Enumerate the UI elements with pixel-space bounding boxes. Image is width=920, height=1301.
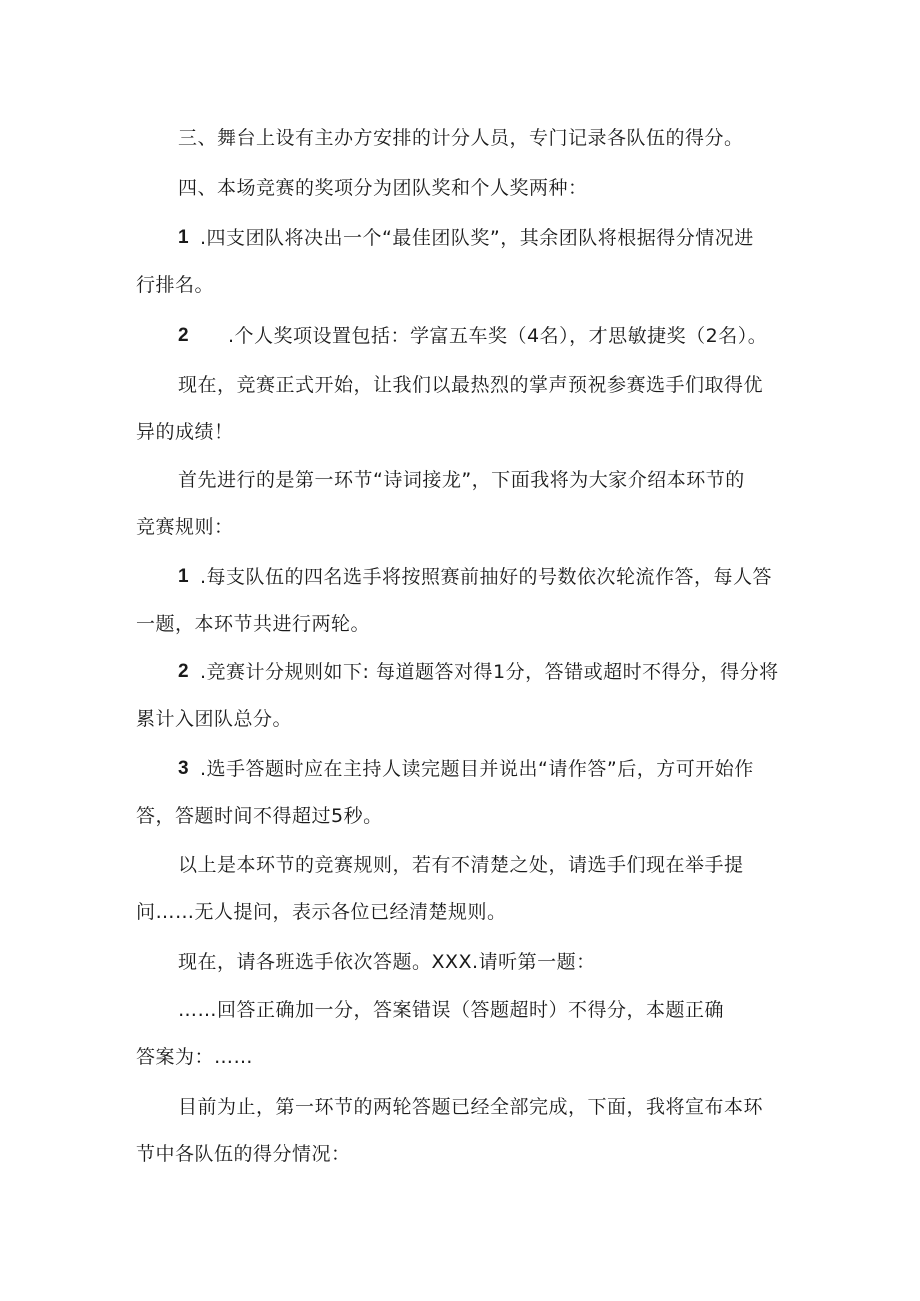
paragraph-line: 首先进行的是第一环节“诗词接龙”，下面我将为大家介绍本环节的 xyxy=(178,469,745,491)
list-number: 2 xyxy=(178,661,190,682)
paragraph-line: 答，答题时间不得超过5秒。 xyxy=(136,805,383,827)
paragraph-line: 四、本场竞赛的奖项分为团队奖和个人奖两种： xyxy=(178,177,588,199)
paragraph-line: 一题，本环节共进行两轮。 xyxy=(136,613,371,635)
paragraph-line: .四支团队将决出一个“最佳团队奖”，其余团队将根据得分情况进 xyxy=(200,227,754,249)
paragraph-line: 行排名。 xyxy=(136,274,215,296)
paragraph-line: ……回答正确加一分，答案错误（答题超时）不得分，本题正确 xyxy=(178,999,725,1021)
paragraph-line: 答案为：…… xyxy=(136,1046,254,1068)
paragraph-line: 三、舞台上设有主办方安排的计分人员，专门记录各队伍的得分。 xyxy=(178,127,744,149)
paragraph-line: 现在，竞赛正式开始，让我们以最热烈的掌声预祝参赛选手们取得优 xyxy=(178,374,764,396)
paragraph-line: 问……无人提问，表示各位已经清楚规则。 xyxy=(136,901,507,923)
paragraph-line: .个人奖项设置包括：学富五车奖（4名），才思敏捷奖（2名）。 xyxy=(228,325,768,347)
paragraph-line: .竞赛计分规则如下: 每道题答对得1分，答错或超时不得分，得分将 xyxy=(200,661,779,683)
list-number: 1 xyxy=(178,227,190,248)
list-number: 3 xyxy=(178,758,190,779)
list-number: 2 xyxy=(178,325,190,346)
paragraph-line: 异的成绩！ xyxy=(136,421,234,443)
paragraph-line: 节中各队伍的得分情况： xyxy=(136,1143,351,1165)
paragraph-line: 目前为止，第一环节的两轮答题已经全部完成，下面，我将宣布本环 xyxy=(178,1096,764,1118)
paragraph-line: 现在，请各班选手依次答题。XXX.请听第一题： xyxy=(178,951,596,973)
paragraph-line: 竞赛规则： xyxy=(136,516,234,538)
paragraph-line: 以上是本环节的竞赛规则，若有不清楚之处，请选手们现在举手提 xyxy=(178,854,744,876)
paragraph-line: .选手答题时应在主持人读完题目并说出“请作答”后，方可开始作 xyxy=(200,758,754,780)
paragraph-line: .每支队伍的四名选手将按照赛前抽好的号数依次轮流作答，每人答 xyxy=(200,566,773,588)
list-number: 1 xyxy=(178,566,190,587)
paragraph-line: 累计入团队总分。 xyxy=(136,708,293,730)
